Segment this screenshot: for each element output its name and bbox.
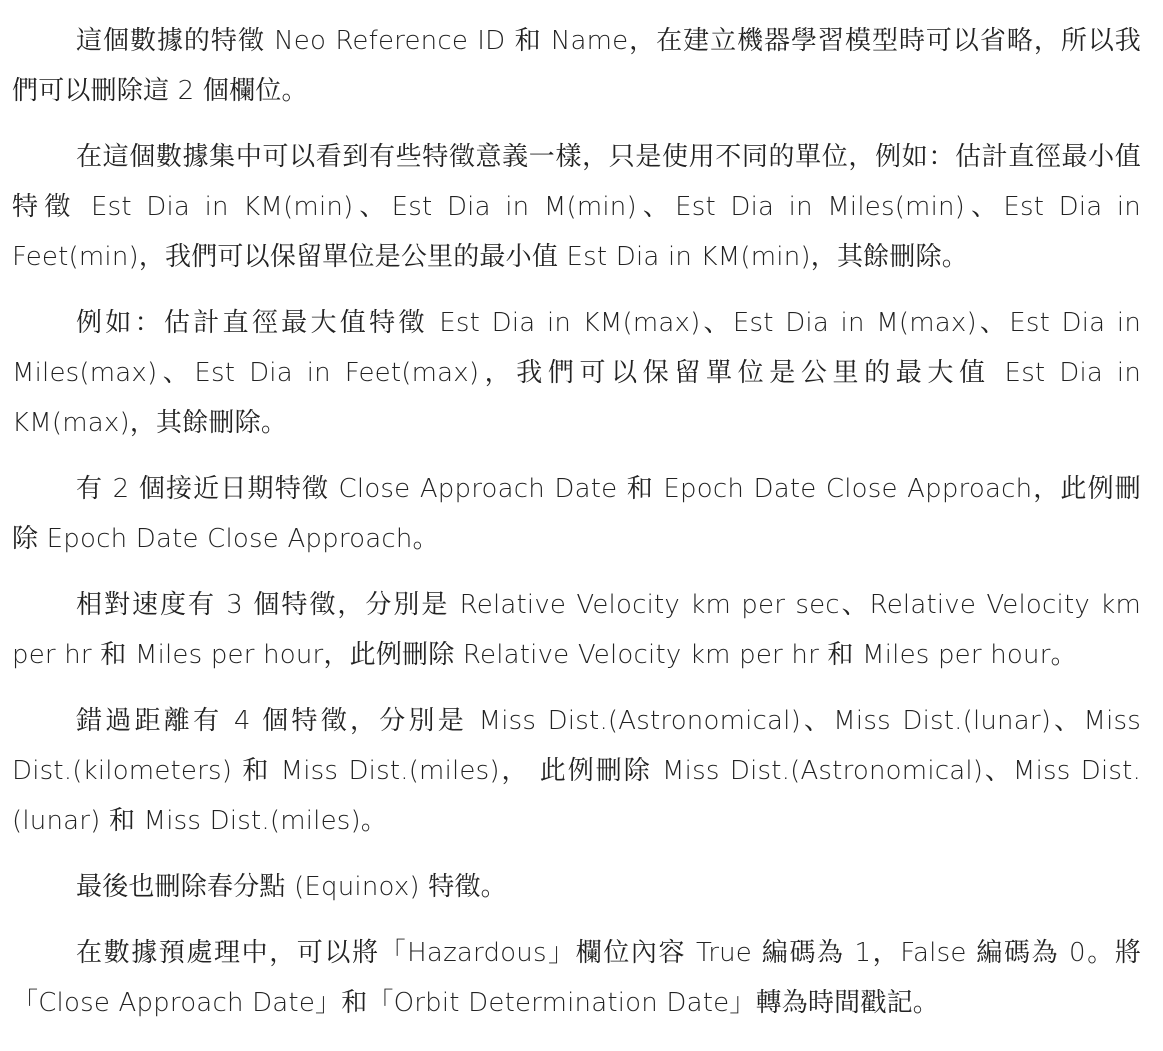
paragraph-miss-distance: 錯過距離有 4 個特徵，分別是 Miss Dist.(Astronomical)、Miss Dist.(lunar)、Miss Dist.(kilometers) 和 Miss Dist.(miles)， 此例刪除 Miss Dist.(Astronomical)、Miss Dist.(lunar) 和 Miss Dist.(miles)。 bbox=[12, 706, 1141, 836]
paragraph-drop-id-name: 這個數據的特徵 Neo Reference ID 和 Name，在建立機器學習模型時可以省略，所以我們可以刪除這 2 個欄位。 bbox=[12, 26, 1141, 106]
paragraph-est-dia-min: 在這個數據集中可以看到有些特徵意義一樣，只是使用不同的單位，例如：估計直徑最小值特徵 Est Dia in KM(min)、Est Dia in M(min)、Est Dia in Miles(min)、Est Dia in Feet(min)，我們可以保留單位是公里的最小值 Est Dia in KM(min)，其餘刪除。 bbox=[12, 142, 1141, 272]
paragraph-est-dia-max: 例如：估計直徑最大值特徵 Est Dia in KM(max)、Est Dia in M(max)、Est Dia in Miles(max)、Est Dia in Feet(max)，我們可以保留單位是公里的最大值 Est Dia in KM(max)，其餘刪除。 bbox=[12, 308, 1141, 438]
paragraph-equinox: 最後也刪除春分點 (Equinox) 特徵。 bbox=[76, 872, 507, 902]
paragraph-close-approach-date: 有 2 個接近日期特徵 Close Approach Date 和 Epoch Date Close Approach，此例刪除 Epoch Date Close Approach。 bbox=[12, 474, 1141, 554]
paragraph-relative-velocity: 相對速度有 3 個特徵，分別是 Relative Velocity km per sec、Relative Velocity km per hr 和 Miles per hour，此例刪除 Relative Velocity km per hr 和 Miles per hour。 bbox=[12, 590, 1141, 670]
paragraph-preprocessing: 在數據預處理中，可以將「Hazardous」欄位內容 True 編碼為 1，False 編碼為 0。將「Close Approach Date」和「Orbit Determination Date」轉為時間戳記。 bbox=[12, 938, 1141, 1018]
